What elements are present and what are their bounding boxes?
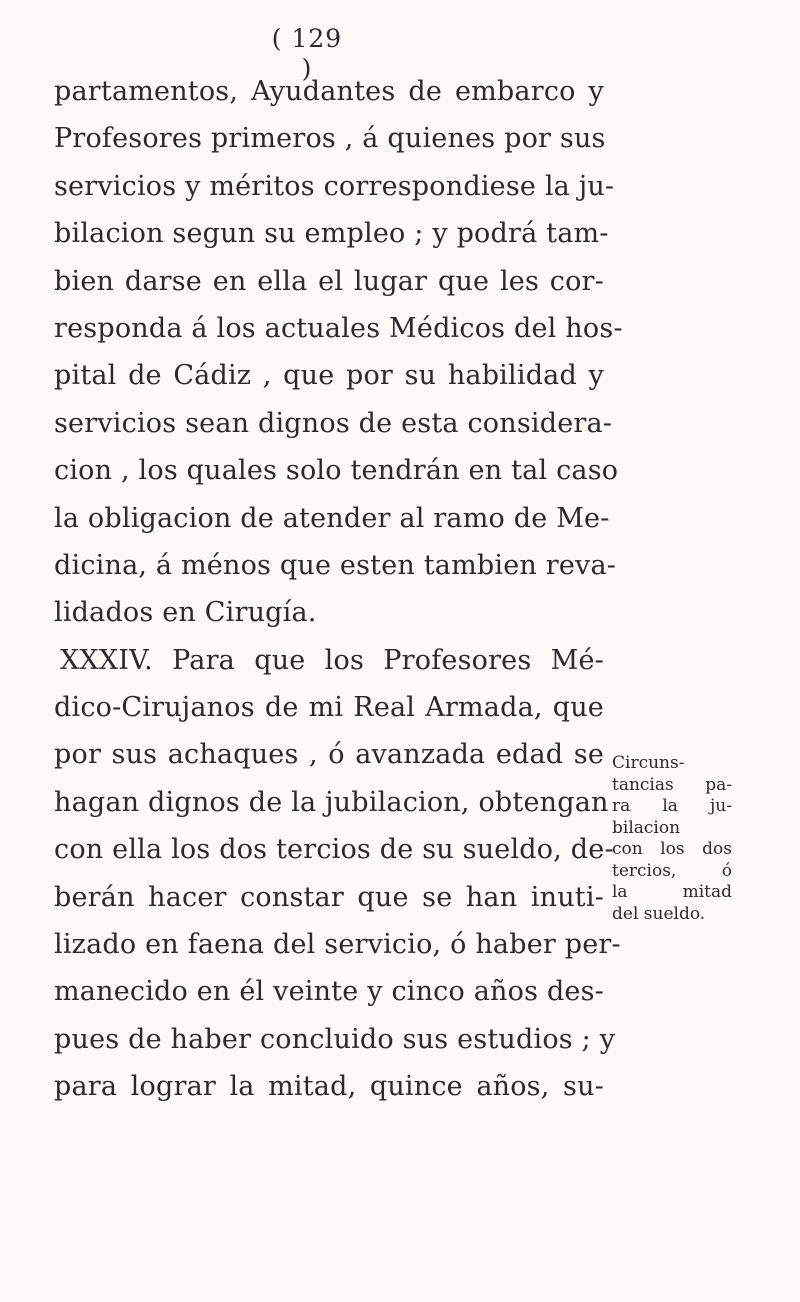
text-line: responda á los actuales Médicos del hos- [54,312,623,344]
text-line: dicina, á ménos que esten tambien reva- [54,549,617,581]
text-line: lizado en faena del servicio, ó haber per- [54,929,621,961]
text-line: servicios sean dignos de esta considera- [54,407,613,439]
text-line: la obligacion de atender al ramo de Me- [54,502,610,534]
text-line: por sus achaques , ó avanzada edad se [54,739,604,771]
text-line: cion , los quales solo tendrán en tal caso [54,455,619,487]
text-line: bilacion segun su empleo ; y podrá tam- [54,218,609,250]
page-number: ( 129 ) [271,24,343,83]
marginal-note-line: tancias pa- [612,774,732,795]
marginal-note-line: bilacion [612,817,681,838]
text-line: para lograr la mitad, quince años, su- [54,1071,604,1103]
marginal-note-line: la mitad [612,882,732,902]
marginal-note-line: tercios, ó [612,860,732,881]
text-line: manecido en él veinte y cinco años des- [54,976,604,1008]
text-line: dico-Cirujanos de mi Real Armada, que [54,692,604,724]
article-heading-line: XXXIV. Para que los Profesores Mé- [60,644,604,676]
marginal-note-line: ra la ju- [612,796,732,816]
marginal-note-line: Circuns- [612,753,685,773]
text-line: servicios y méritos correspondiese la ju- [54,170,615,202]
text-line-paragraph-end: lidados en Cirugía. [54,597,317,629]
marginal-note [612,753,732,925]
text-line: hagan dignos de la jubilacion, obtengan [54,786,609,818]
text-line: con ella los dos tercios de su sueldo, de- [54,834,614,866]
text-line: Profesores primeros , á quienes por sus [54,123,606,155]
marginal-note-line: del sueldo. [612,903,706,924]
text-line: partamentos, Ayudantes de embarco y [54,76,604,107]
marginal-note-line: con los dos [612,839,732,859]
text-line: pital de Cádiz , que por su habilidad y [54,360,604,392]
text-line: pues de haber concluido sus estudios ; y [54,1023,616,1055]
body-text [54,68,623,1111]
text-line: berán hacer constar que se han inuti- [54,881,604,913]
text-line: bien darse en ella el lugar que les cor- [54,265,604,297]
